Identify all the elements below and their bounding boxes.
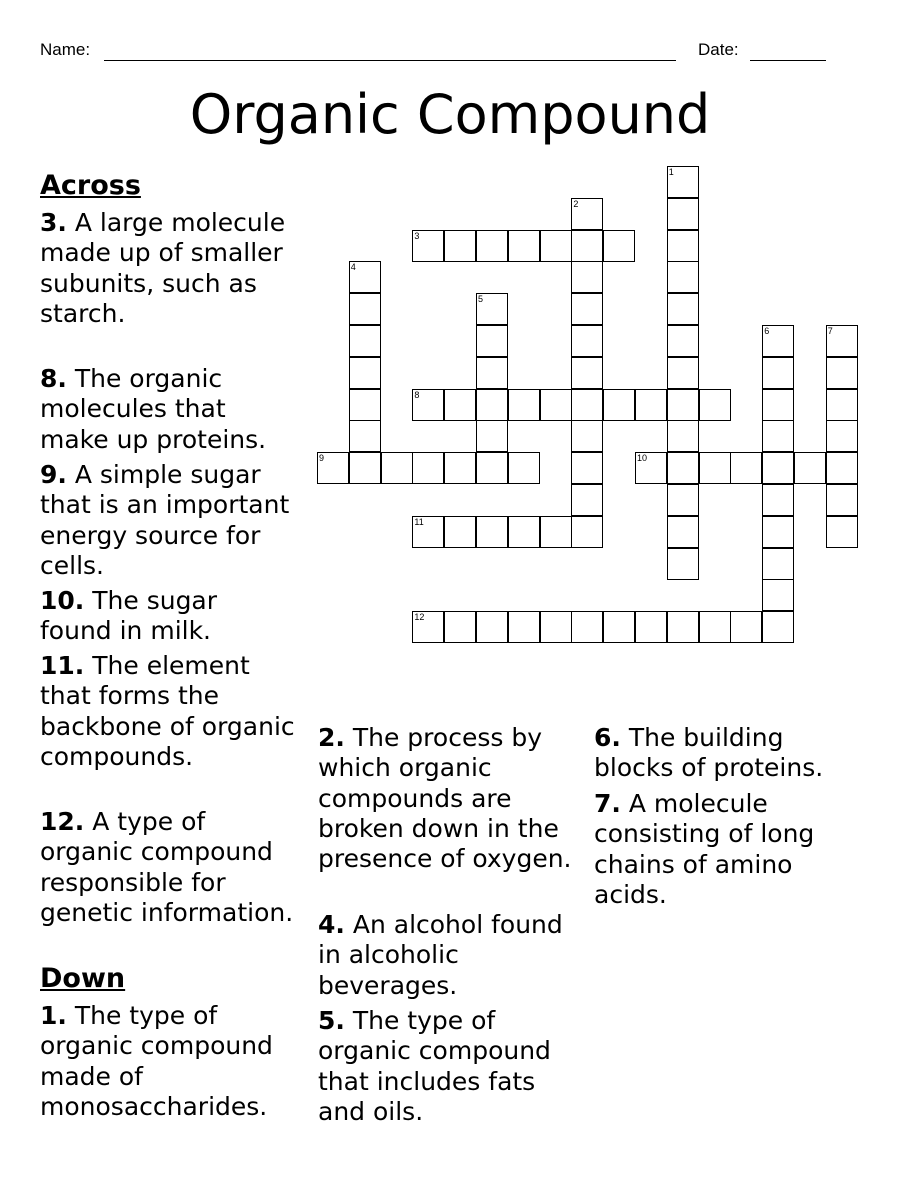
date-label: Date: [698, 40, 739, 59]
cell-number-8: 8 [414, 389, 420, 400]
grid-cell[interactable] [349, 452, 381, 484]
grid-cell[interactable] [444, 230, 476, 262]
grid-cell[interactable] [762, 579, 794, 611]
grid-cell[interactable] [762, 389, 794, 421]
down-clue-1 [40, 1001, 295, 1122]
clue-text: An alcohol found in alcoholic beverages. [318, 910, 563, 1000]
clue-number: 9. [40, 460, 67, 489]
grid-cell[interactable] [667, 548, 699, 580]
grid-cell[interactable] [476, 611, 508, 643]
clue-text: A large molecule made up of smaller subunits, such as starch. [40, 208, 286, 328]
grid-cell[interactable] [476, 389, 508, 421]
grid-cell[interactable] [667, 261, 699, 293]
down-clue-2 [318, 723, 586, 874]
grid-cell[interactable] [540, 389, 572, 421]
grid-cell[interactable] [571, 261, 603, 293]
cell-number-1: 1 [668, 167, 674, 177]
grid-cell[interactable] [762, 420, 794, 452]
date-field[interactable] [750, 60, 826, 61]
across-heading: Across [40, 170, 141, 201]
cell-number-4: 4 [350, 262, 356, 273]
clue-number: 6. [594, 723, 621, 752]
clue-number: 11. [40, 651, 85, 680]
grid-cell[interactable] [667, 230, 699, 262]
cell-number-6: 6 [764, 326, 770, 336]
grid-cell[interactable] [444, 452, 476, 484]
grid-cell[interactable] [667, 198, 699, 230]
grid-cell[interactable] [476, 452, 508, 484]
grid-cell[interactable] [667, 484, 699, 516]
grid-cell[interactable] [349, 357, 381, 389]
clue-number: 1. [40, 1001, 67, 1030]
grid-cell[interactable] [826, 389, 858, 421]
grid-cell[interactable] [667, 325, 699, 357]
grid-cell[interactable] [571, 611, 603, 643]
down-clue-4 [318, 910, 586, 1001]
grid-cell[interactable] [412, 516, 444, 548]
grid-cell[interactable] [699, 611, 731, 643]
clue-number: 12. [40, 807, 85, 836]
clue-text: A simple sugar that is an important energy source for cells. [40, 460, 290, 580]
grid-cell[interactable] [540, 230, 572, 262]
grid-cell[interactable] [603, 389, 635, 421]
grid-cell[interactable] [699, 452, 731, 484]
grid-cell[interactable] [412, 389, 444, 421]
grid-cell[interactable] [571, 325, 603, 357]
grid-cell[interactable] [476, 420, 508, 452]
grid-cell[interactable] [730, 452, 762, 484]
grid-cell[interactable] [381, 452, 413, 484]
page-title: Organic Compound [189, 83, 711, 146]
clue-number: 3. [40, 208, 67, 237]
across-clue-10 [40, 586, 295, 647]
grid-cell[interactable] [444, 611, 476, 643]
grid-cell[interactable] [635, 389, 667, 421]
grid-cell[interactable] [508, 230, 540, 262]
grid-cell[interactable] [349, 420, 381, 452]
grid-cell[interactable] [476, 230, 508, 262]
grid-cell[interactable] [571, 389, 603, 421]
grid-cell[interactable] [508, 389, 540, 421]
grid-cell[interactable] [476, 293, 508, 325]
down-clue-7 [594, 789, 859, 910]
cell-number-2: 2 [573, 198, 579, 209]
grid-cell[interactable] [826, 325, 858, 357]
grid-cell[interactable] [349, 325, 381, 357]
cell-number-10: 10 [637, 453, 648, 464]
clue-text: The type of organic compound that includes fats and oils. [318, 1006, 551, 1126]
clue-text: The organic molecules that make up proteins. [40, 364, 267, 454]
grid-cell[interactable] [667, 357, 699, 389]
grid-cell[interactable] [826, 516, 858, 548]
cell-number-9: 9 [319, 453, 325, 464]
grid-cell[interactable] [571, 198, 603, 230]
grid-cell[interactable] [571, 452, 603, 484]
grid-cell[interactable] [762, 611, 794, 643]
grid-cell[interactable] [571, 516, 603, 548]
grid-cell[interactable] [476, 325, 508, 357]
clue-text: The element that forms the backbone of organic compounds. [40, 651, 295, 771]
grid-cell[interactable] [540, 611, 572, 643]
cell-number-3: 3 [414, 230, 420, 241]
grid-cell[interactable] [476, 357, 508, 389]
grid-cell[interactable] [826, 420, 858, 452]
name-label: Name: [40, 40, 91, 59]
grid-cell[interactable] [730, 611, 762, 643]
grid-cell[interactable] [412, 611, 444, 643]
grid-cell[interactable] [667, 166, 699, 198]
clue-text: The process by which organic compounds are broken down in the presence of oxygen. [318, 723, 572, 874]
grid-cell[interactable] [349, 261, 381, 293]
cell-number-12: 12 [414, 612, 425, 623]
grid-cell[interactable] [699, 389, 731, 421]
clue-number: 2. [318, 723, 345, 752]
across-clue-9 [40, 460, 295, 581]
down-clue-5 [318, 1006, 586, 1127]
clue-number: 10. [40, 586, 85, 615]
cell-number-5: 5 [478, 294, 484, 305]
grid-cell[interactable] [667, 389, 699, 421]
grid-cell[interactable] [635, 611, 667, 643]
name-field[interactable] [104, 60, 676, 61]
grid-cell[interactable] [667, 452, 699, 484]
grid-cell[interactable] [571, 230, 603, 262]
grid-cell[interactable] [762, 325, 794, 357]
cell-number-11: 11 [414, 516, 424, 527]
grid-cell[interactable] [508, 611, 540, 643]
across-clue-3 [40, 208, 295, 329]
clue-text: A molecule consisting of long chains of amino acids. [594, 789, 815, 909]
clue-number: 5. [318, 1006, 345, 1035]
across-clue-12 [40, 807, 295, 928]
grid-cell[interactable] [571, 357, 603, 389]
grid-cell[interactable] [444, 516, 476, 548]
grid-cell[interactable] [762, 516, 794, 548]
grid-cell[interactable] [508, 452, 540, 484]
clue-number: 4. [318, 910, 345, 939]
grid-cell[interactable] [571, 420, 603, 452]
clue-text: The sugar found in milk. [40, 586, 218, 646]
clue-number: 7. [594, 789, 621, 818]
clue-text: The building blocks of proteins. [594, 723, 824, 783]
grid-cell[interactable] [794, 452, 826, 484]
grid-cell[interactable] [476, 516, 508, 548]
grid-cell[interactable] [667, 611, 699, 643]
grid-cell[interactable] [826, 484, 858, 516]
grid-cell[interactable] [540, 516, 572, 548]
grid-cell[interactable] [762, 452, 794, 484]
grid-cell[interactable] [762, 548, 794, 580]
grid-cell[interactable] [667, 293, 699, 325]
grid-cell[interactable] [826, 357, 858, 389]
grid-cell[interactable] [317, 452, 349, 484]
across-clue-11 [40, 651, 295, 772]
cell-number-7: 7 [827, 326, 833, 336]
grid-cell[interactable] [667, 420, 699, 452]
across-clue-8 [40, 364, 295, 455]
grid-cell[interactable] [349, 293, 381, 325]
grid-cell[interactable] [412, 230, 444, 262]
clue-text: A type of organic compound responsible for genetic information. [40, 807, 294, 927]
grid-cell[interactable] [571, 484, 603, 516]
grid-cell[interactable] [508, 516, 540, 548]
down-clue-6 [594, 723, 859, 784]
grid-cell[interactable] [571, 293, 603, 325]
grid-cell[interactable] [412, 452, 444, 484]
grid-cell[interactable] [667, 516, 699, 548]
clue-number: 8. [40, 364, 67, 393]
grid-cell[interactable] [444, 389, 476, 421]
grid-cell[interactable] [762, 357, 794, 389]
grid-cell[interactable] [826, 452, 858, 484]
grid-cell[interactable] [603, 611, 635, 643]
grid-cell[interactable] [349, 389, 381, 421]
clue-text: The type of organic compound made of monosaccharides. [40, 1001, 273, 1121]
grid-cell[interactable] [635, 452, 667, 484]
down-heading: Down [40, 963, 126, 994]
grid-cell[interactable] [603, 230, 635, 262]
grid-cell[interactable] [762, 484, 794, 516]
